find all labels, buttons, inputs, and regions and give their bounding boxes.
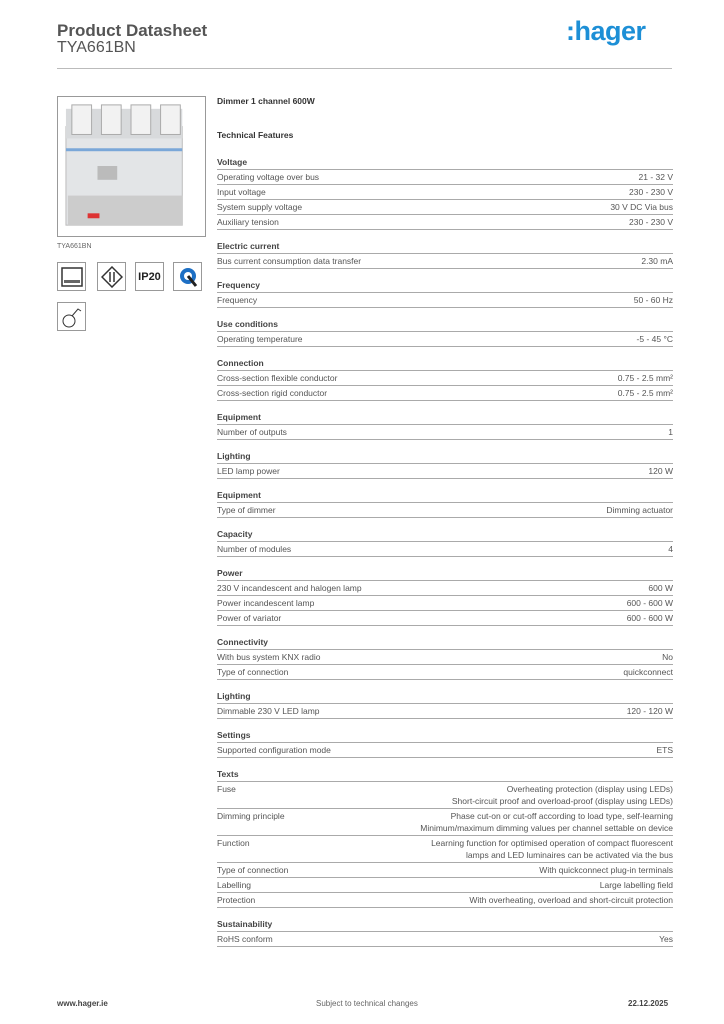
spec-section [217,357,673,401]
spec-value: With overheating, overload and short-circuit protection [469,895,673,905]
hager-logo: :hager [566,16,646,46]
spec-value: 230 - 230 V [629,217,673,227]
spec-row [217,782,673,809]
spec-row [217,200,673,215]
spec-value: 230 - 230 V [629,187,673,197]
spec-label: Operating voltage over bus [217,172,320,182]
section-heading: Settings [217,729,673,743]
spec-row [217,185,673,200]
spec-label: Number of outputs [217,427,287,437]
spec-value: 0.75 - 2.5 mm² [617,373,673,383]
spec-value: 600 - 600 W [626,613,673,623]
technical-features-heading: Technical Features [217,130,294,140]
spec-value: 4 [668,544,673,554]
spec-label: LED lamp power [217,466,280,476]
spec-value: Overheating protection (display using LEDs) Short-circuit proof and overload-proof (display using LEDs) [451,784,673,806]
quickconnect-icon [173,262,202,291]
page-title: Product Datasheet [57,21,208,40]
spec-row [217,425,673,440]
spec-value: 600 W [648,583,673,593]
spec-label: Auxiliary tension [217,217,279,227]
spec-value: With quickconnect plug-in terminals [539,865,673,875]
spec-row [217,581,673,596]
spec-value: Phase cut-on or cut-off according to load type, self-learning Minimum/maximum dimming values per channel settable on device [420,811,673,833]
spec-value: 30 V DC Via bus [610,202,673,212]
section-heading: Lighting [217,690,673,704]
spec-section [217,240,673,269]
section-heading: Electric current [217,240,673,254]
spec-label: Frequency [217,295,258,305]
spec-row [217,254,673,269]
spec-row [217,893,673,908]
spec-row [217,503,673,518]
spec-value: ETS [656,745,673,755]
spec-value: 21 - 32 V [638,172,673,182]
lamp-dimming-icon [57,302,86,331]
spec-value: 1 [668,427,673,437]
spec-section [217,729,673,758]
section-heading: Equipment [217,489,673,503]
spec-value: 0.75 - 2.5 mm² [617,388,673,398]
spec-section [217,918,673,947]
spec-section [217,690,673,719]
spec-row [217,542,673,557]
spec-label: Dimmable 230 V LED lamp [217,706,320,716]
section-heading: Power [217,567,673,581]
header-divider [57,68,672,69]
spec-row [217,836,673,863]
spec-row [217,371,673,386]
spec-row [217,170,673,185]
section-heading: Connection [217,357,673,371]
image-caption: TYA661BN [57,243,92,250]
spec-label: Power incandescent lamp [217,598,315,608]
spec-label: Operating temperature [217,334,303,344]
spec-row [217,215,673,230]
spec-value: Yes [659,934,673,944]
spec-label: Dimming principle [217,811,285,821]
footer-date: 22.12.2025 [628,999,669,1008]
spec-section [217,279,673,308]
section-heading: Use conditions [217,318,673,332]
spec-section [217,636,673,680]
spec-value: 120 - 120 W [626,706,673,716]
spec-value: quickconnect [623,667,673,677]
spec-row [217,611,673,626]
spec-value: Large labelling field [599,880,673,890]
spec-value: No [662,652,673,662]
spec-label: Function [217,838,250,848]
spec-label: With bus system KNX radio [217,652,321,662]
section-heading: Equipment [217,411,673,425]
ip20-badge: IP20 [135,262,164,291]
spec-label: Number of modules [217,544,292,554]
product-code: TYA661BN [57,39,136,56]
spec-value: 600 - 600 W [626,598,673,608]
spec-label: Labelling [217,880,252,890]
spec-label: RoHS conform [217,934,273,944]
spec-row [217,332,673,347]
spec-label: System supply voltage [217,202,303,212]
spec-section [217,411,673,440]
spec-value: Dimming actuator [606,505,673,515]
product-description: Dimmer 1 channel 600W [217,96,315,106]
spec-label: Type of connection [217,667,289,677]
spec-label: Power of variator [217,613,282,623]
section-heading: Connectivity [217,636,673,650]
spec-row [217,932,673,947]
section-heading: Frequency [217,279,673,293]
din-rail-icon [57,262,86,291]
spec-label: Protection [217,895,256,905]
section-heading: Voltage [217,156,673,170]
spec-label: Bus current consumption data transfer [217,256,362,266]
spec-row [217,386,673,401]
spec-section [217,567,673,626]
spec-section [217,450,673,479]
spec-content [217,96,673,957]
spec-row [217,464,673,479]
spec-value: Learning function for optimised operation of compact fluorescent lamps and LED luminaires can be activated via the bus [431,838,673,860]
spec-section [217,156,673,230]
section-heading: Sustainability [217,918,673,932]
spec-row [217,743,673,758]
footer-website[interactable]: www.hager.ie [57,999,108,1008]
spec-row [217,809,673,836]
spec-section [217,768,673,908]
spec-row [217,863,673,878]
spec-value: 120 W [648,466,673,476]
spec-section [217,318,673,347]
spec-label: Input voltage [217,187,266,197]
spec-row [217,650,673,665]
spec-section [217,528,673,557]
spec-label: Cross-section flexible conductor [217,373,338,383]
section-heading: Texts [217,768,673,782]
product-image [57,96,206,237]
spec-label: Type of dimmer [217,505,276,515]
spec-label: Type of connection [217,865,289,875]
spec-label: Fuse [217,784,236,794]
spec-label: Supported configuration mode [217,745,331,755]
spec-value: -5 - 45 °C [636,334,673,344]
spec-label: 230 V incandescent and halogen lamp [217,583,362,593]
spec-label: Cross-section rigid conductor [217,388,328,398]
spec-row [217,878,673,893]
section-heading: Lighting [217,450,673,464]
section-heading: Capacity [217,528,673,542]
spec-row [217,293,673,308]
double-insulation-icon [97,262,126,291]
spec-value: 2.30 mA [641,256,673,266]
spec-sections [217,156,673,947]
spec-section [217,489,673,518]
spec-row [217,665,673,680]
spec-value: 50 - 60 Hz [633,295,673,305]
footer-notice: Subject to technical changes [316,999,418,1008]
spec-row [217,596,673,611]
spec-row [217,704,673,719]
